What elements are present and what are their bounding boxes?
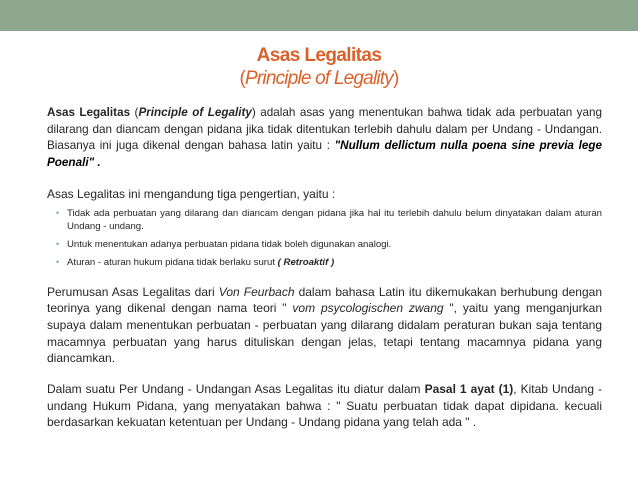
slide-subtitle bbox=[0, 67, 638, 90]
regulation-part1: Dalam suatu Per Undang - Undangan Asas Legalitas itu diatur dalam bbox=[47, 382, 425, 397]
bullet-icon: • bbox=[56, 207, 60, 218]
intro-term: Asas Legalitas bbox=[47, 106, 131, 119]
intro-paren-close: ) bbox=[251, 106, 256, 119]
intro-term-italic: Principle of Legality bbox=[138, 106, 252, 119]
retroaktif-emphasis: ( Retroaktif ) bbox=[277, 256, 335, 268]
list-item bbox=[56, 207, 602, 233]
slide-title: Asas Legalitas bbox=[256, 45, 382, 66]
intro-text: adalah asas yang menentukan bahwa tidak ada perbuatan yang dilarang dan diancam dengan pidana jika tidak ditentukan terlebih dahulu dalam per Undang - Undangan. Biasanya ini juga dikenal dengan bahasa latin yaitu : bbox=[47, 106, 603, 153]
subtitle-paren-close: ) bbox=[392, 68, 399, 89]
list-item-text: Aturan - aturan hukum pidana tidak berlaku surut bbox=[67, 256, 278, 268]
meanings-list bbox=[47, 207, 602, 269]
subtitle-paren-open: ( bbox=[239, 68, 246, 89]
slide-body bbox=[47, 105, 602, 431]
regulation-paragraph bbox=[47, 381, 602, 431]
article-reference: Pasal 1 ayat (1) bbox=[424, 382, 514, 397]
top-banner bbox=[0, 0, 638, 31]
feurbach-name: Von Feurbach bbox=[218, 284, 295, 299]
feurbach-paragraph bbox=[47, 284, 602, 368]
feurbach-part3: ", yaitu yang menganjurkan supaya dalam menentukan perbuatan - perbuatan yang dilarang didalam peraturan bukan saja tentang macamnya perbuatan yang harus dituliskan dengan jelas, tetapi tentang macamnya pidana yang diancamkan. bbox=[47, 301, 602, 366]
list-item-text: Tidak ada perbuatan yang dilarang dan diancam dengan pidana jika hal itu terlebih dahulu belum dinyatakan dalam aturan Undang - undang. bbox=[67, 207, 602, 232]
bullet-icon: • bbox=[56, 256, 60, 267]
meanings-lead: Asas Legalitas ini mengandung tiga pengertian, yaitu : bbox=[47, 186, 336, 201]
list-item bbox=[56, 256, 602, 269]
latin-maxim: "Nullum dellictum nulla poena sine previa lege Poenali" . bbox=[47, 139, 602, 170]
intro-paren-open: ( bbox=[130, 106, 139, 119]
subtitle-italic: Principle of Legality bbox=[245, 68, 393, 89]
intro-paragraph bbox=[47, 105, 602, 172]
list-item-text: Untuk menentukan adanya perbuatan pidana tidak boleh digunakan analogi. bbox=[67, 238, 392, 250]
feurbach-part2: dalam bahasa Latin itu dikemukakan berhubung dengan teorinya yang dikenal dengan nama teori " bbox=[47, 284, 603, 316]
regulation-part2: , Kitab Undang - undang Hukum Pidana, yang menyatakan bahwa : " Suatu perbuatan tidak dapat dipidana. kecuali berdasarkan kekuatan ketentuan per Undang - Undang pidana yang telah ada " . bbox=[47, 382, 603, 430]
list-item bbox=[56, 238, 602, 251]
feurbach-part1: Perumusan Asas Legalitas dari bbox=[47, 284, 219, 299]
feurbach-theory: vom psycologischen zwang bbox=[292, 301, 444, 316]
bullet-icon: • bbox=[56, 238, 60, 249]
